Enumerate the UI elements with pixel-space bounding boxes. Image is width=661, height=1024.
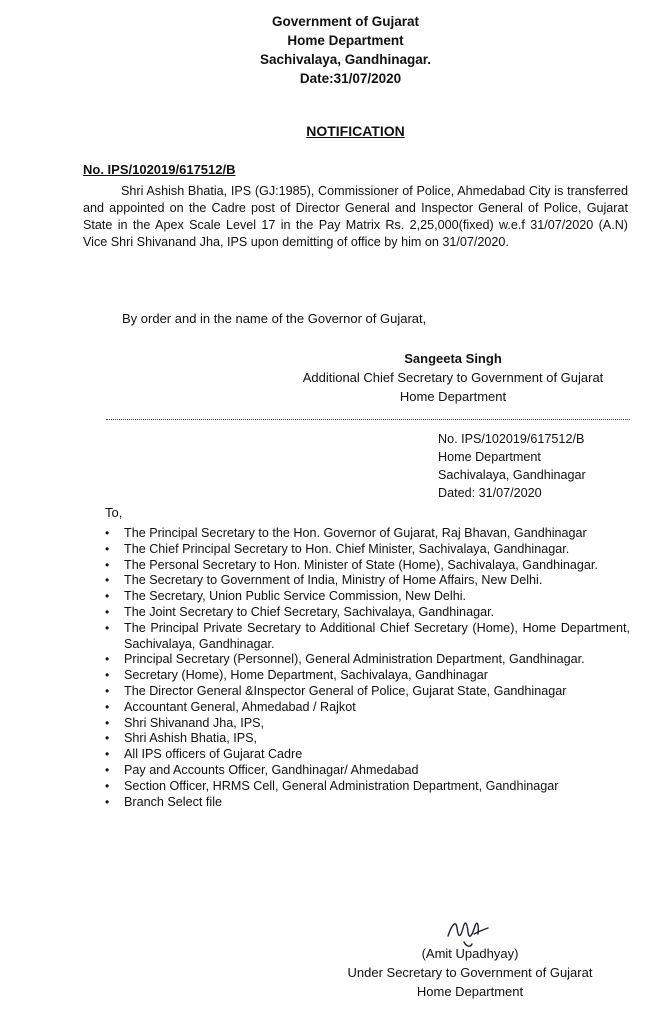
signatory-name: Sangeeta Singh [404,351,502,366]
letterhead-date: Date:31/07/2020 [299,71,402,86]
copy-reference-department: Home Department [438,450,541,464]
recipient-text: The Chief Principal Secretary to Hon. Chief Minister, Sachivalaya, Gandhinagar. [124,541,570,556]
bullet-icon: • [105,620,110,635]
bullet-icon: • [105,526,110,540]
signatory2-department: Home Department [416,984,524,999]
reference-number: No. IPS/102019/617512/B [83,162,236,177]
order-line: By order and in the name of the Governor of Gujarat, [122,311,427,326]
recipient-text: Accountant General, Ahmedabad / Rajkot [124,699,356,714]
letterhead-place: Sachivalaya, Gandhinagar. [259,52,432,67]
signatory2-name: (Amit Upadhyay) [421,946,519,961]
bullet-icon: • [105,668,110,683]
bullet-icon: • [105,652,110,667]
list-item [103,558,630,574]
bullet-icon: • [105,762,110,777]
list-item [103,795,630,811]
recipient-text: The Director General &Inspector General of Police, Gujarat State, Gandhinagar [124,683,567,698]
list-item [103,731,630,747]
signatory-block-secondary [320,944,620,1001]
bullet-icon: • [105,573,110,588]
recipient-text: The Joint Secretary to Chief Secretary, Sachivalaya, Gandhinagar. [124,604,495,619]
bullet-icon: • [105,604,110,619]
bullet-icon: • [105,715,110,730]
recipient-text: Secretary (Home), Home Department, Sachivalaya, Gandhinagar [124,668,488,683]
letterhead-department: Home Department [287,33,404,48]
list-item [103,573,630,589]
signatory-department: Home Department [399,389,507,404]
list-item [103,668,630,684]
list-item [103,621,630,653]
recipient-text: Principal Secretary (Personnel), General Administration Department, Gandhinagar. [124,652,585,667]
list-item [103,779,630,795]
signatory-block-primary [283,349,623,406]
bullet-icon: • [105,731,110,746]
letterhead [0,12,661,88]
bullet-icon: • [105,794,110,809]
bullet-icon: • [105,683,110,698]
to-label: To, [105,505,123,520]
recipient-text: All IPS officers of Gujarat Cadre [124,747,303,762]
signatory-designation: Additional Chief Secretary to Government of Gujarat [302,370,604,385]
bullet-icon: • [105,589,110,604]
list-item [103,747,630,763]
list-item [103,589,630,605]
copy-reference-number: No. IPS/102019/617512/B [438,432,585,446]
recipient-text: The Secretary, Union Public Service Commission, New Delhi. [124,589,467,604]
recipient-list [103,526,630,810]
list-item [103,605,630,621]
copy-reference-place: Sachivalaya, Gandhinagar [438,468,586,482]
bullet-icon: • [105,541,110,556]
body-paragraph: Shri Ashish Bhatia, IPS (GJ:1985), Commissioner of Police, Ahmedabad City is transferred and appointed on the Cadre post of Director General and Inspector General of Police, Gujarat State in the Apex Scale Level 17 in the Pay Matrix Rs. 2,25,000(fixed) w.e.f 31/07/2020 (A.N) Vice Shri Shivanand Jha, IPS upon demitting of office by him on 31/07/2020. [83,184,628,249]
bullet-icon: • [105,557,110,572]
letterhead-government: Government of Gujarat [271,14,420,29]
document-title: NOTIFICATION [306,123,405,139]
signature-stroke [448,923,488,946]
list-item [103,526,630,542]
recipient-text: The Personal Secretary to Hon. Minister of State (Home), Sachivalaya, Gandhinagar. [124,557,598,572]
recipient-text: The Principal Private Secretary to Additional Chief Secretary (Home), Home Department, Sachivalaya, Gandhinagar. [124,620,630,651]
recipient-text: Shri Ashish Bhatia, IPS, [124,731,258,746]
copy-reference-date: Dated: 31/07/2020 [438,486,542,500]
list-item [103,700,630,716]
recipient-text: The Principal Secretary to the Hon. Governor of Gujarat, Raj Bhavan, Gandhinagar [124,526,587,540]
list-item [103,542,630,558]
dotted-divider [106,419,630,420]
recipient-text: Branch Select file [124,794,223,809]
recipient-text: Pay and Accounts Officer, Gandhinagar/ Ahmedabad [124,762,419,777]
recipient-text: Shri Shivanand Jha, IPS, [124,715,265,730]
bullet-icon: • [105,747,110,762]
list-item [103,716,630,732]
copy-reference-block [438,430,586,502]
list-item [103,684,630,700]
signatory2-designation: Under Secretary to Government of Gujarat [347,965,593,980]
bullet-icon: • [105,778,110,793]
recipient-text: Section Officer, HRMS Cell, General Administration Department, Gandhinagar [124,778,559,793]
list-item [103,763,630,779]
bullet-icon: • [105,699,110,714]
list-item [103,652,630,668]
recipient-text: The Secretary to Government of India, Ministry of Home Affairs, New Delhi. [124,573,543,588]
